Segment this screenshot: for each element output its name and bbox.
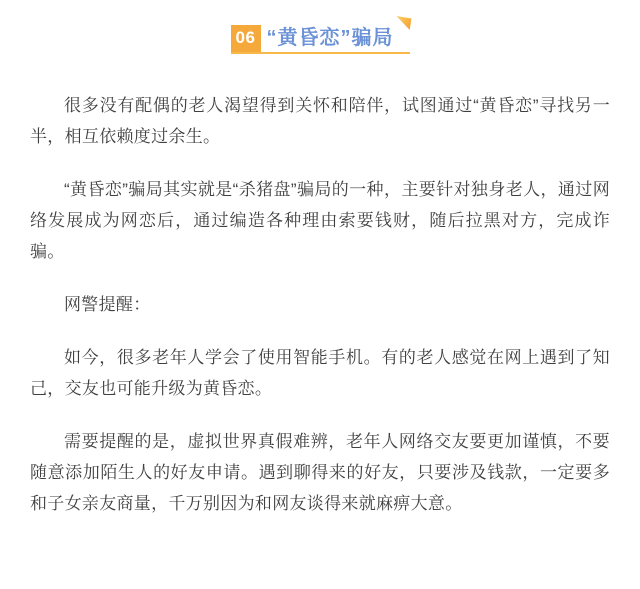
section-header-banner: [231, 24, 410, 54]
fold-corner-icon: [397, 16, 412, 30]
scam-description-paragraph: “黄昏恋”骗局其实就是“杀猪盘”骗局的一种，主要针对独身老人，通过网络发展成为网恋后，通过编造各种理由索要钱财，随后拉黑对方，完成诈骗。: [30, 180, 610, 261]
police-reminder-label: 网警提醒：: [64, 295, 151, 314]
section-number-badge: 06: [231, 25, 261, 52]
section-header: [0, 0, 640, 54]
article-body: [0, 54, 640, 519]
reminder-paragraph-2: 需要提醒的是，虚拟世界真假难辨，老年人网络交友要更加谨慎，不要随意添加陌生人的好友申请。遇到聊得来的好友，只要涉及钱款，一定要多和子女亲友商量，千万别因为和网友谈得来就麻痹大意。: [30, 432, 610, 513]
reminder-paragraph-1: 如今，很多老年人学会了使用智能手机。有的老人感觉在网上遇到了知己，交友也可能升级为黄昏恋。: [30, 348, 610, 398]
section-title: “黄昏恋”骗局: [266, 27, 394, 49]
intro-paragraph: 很多没有配偶的老人渴望得到关怀和陪伴，试图通过“黄昏恋”寻找另一半，相互依赖度过余生。: [30, 96, 610, 146]
